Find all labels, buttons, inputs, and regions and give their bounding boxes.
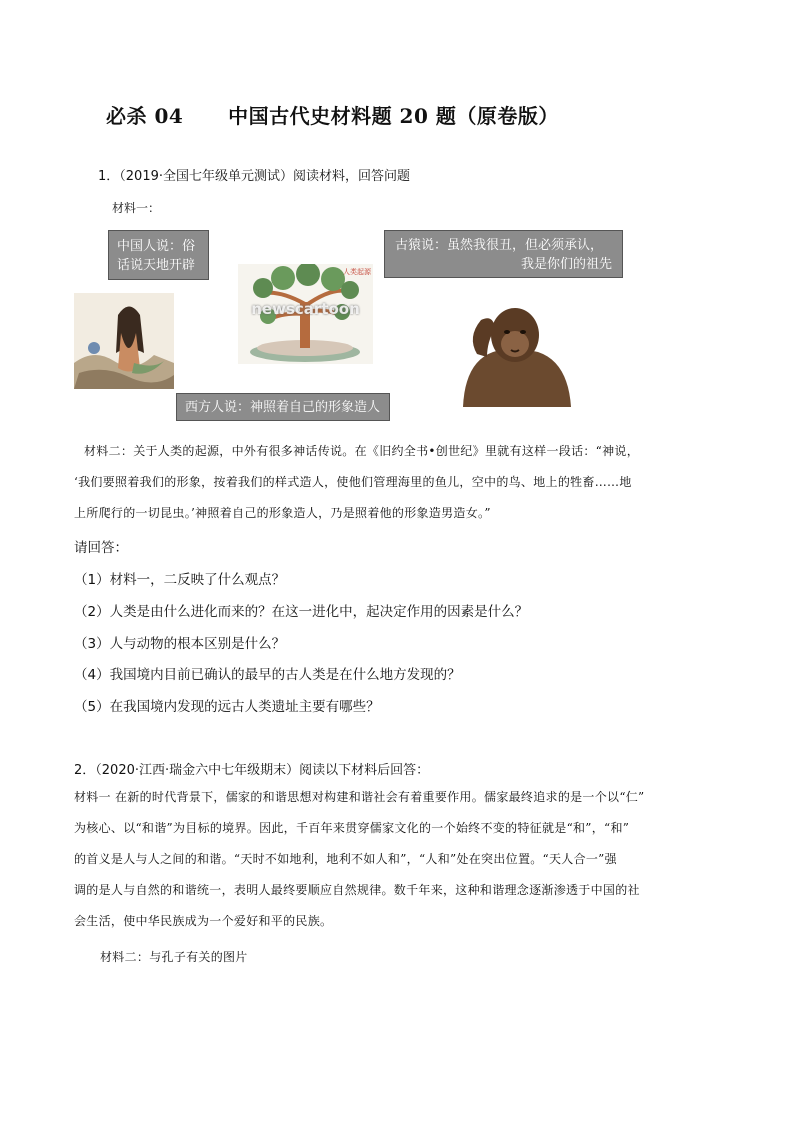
ape-saying-box bbox=[384, 230, 623, 278]
sub-question-4: （4）我国境内目前已确认的最早的古人类是在什么地方发现的？ bbox=[74, 667, 461, 683]
ape-saying-line-2: 我是你们的祖先 bbox=[520, 257, 612, 272]
q2-material-1-line-4: 调的是人与自然的和谐统一，表明人最终要顺应自然规律。数千年来，这种和谐理念逐渐渗透于中国的社 bbox=[74, 883, 640, 897]
question-1-header: 1．（2019·全国七年级单元测试）阅读材料，回答问题 bbox=[98, 169, 410, 184]
watermark-caption: newscartoon bbox=[251, 300, 360, 318]
china-saying-box bbox=[108, 230, 209, 280]
material-2-line-2: ‘我们要照着我们的形象，按着我们的样式造人，使他们管理海里的鱼儿，空中的鸟、地上的牲畜……地 bbox=[74, 475, 632, 489]
q2-material-1-line-2: 为核心、以“和谐”为目标的境界。因此，千百年来贯穿儒家文化的一个始终不变的特征就是“和”，“和” bbox=[74, 821, 630, 835]
mythology-goddess-image bbox=[74, 293, 174, 389]
q2-material-1-line-3: 的首义是人与人之间的和谐。“天时不如地利，地利不如人和”，“人和”处在突出位置。“天人合一”强 bbox=[74, 852, 617, 866]
ape-image bbox=[453, 302, 578, 407]
ape-saying-line-1: 古猿说：虽然我很丑，但必须承认， bbox=[395, 238, 604, 253]
question-2-header: 2．（2020·江西·瑞金六中七年级期末）阅读以下材料后回答： bbox=[74, 763, 430, 778]
sub-question-3: （3）人与动物的根本区别是什么？ bbox=[74, 636, 286, 652]
svg-text:人类起源: 人类起源 bbox=[343, 268, 371, 276]
please-answer-label: 请回答： bbox=[74, 540, 128, 556]
sub-question-5: （5）在我国境内发现的远古人类遗址主要有哪些？ bbox=[74, 699, 380, 715]
sub-question-1: （1）材料一，二反映了什么观点？ bbox=[74, 572, 286, 588]
q2-material-2-label: 材料二：与孔子有关的图片 bbox=[100, 950, 248, 964]
west-saying-box: 西方人说：神照着自己的形象造人 bbox=[176, 393, 390, 421]
material-1-label: 材料一： bbox=[112, 201, 161, 215]
q2-material-1-line-5: 会生活，使中华民族成为一个爱好和平的民族。 bbox=[74, 914, 333, 928]
china-saying-line-1: 中国人说：俗 bbox=[117, 239, 196, 254]
creation-tree-image bbox=[238, 264, 373, 364]
sub-question-2: （2）人类是由什么进化而来的？在这一进化中，起决定作用的因素是什么？ bbox=[74, 604, 529, 620]
material-2-line-3: 上所爬行的一切昆虫。’神照着自己的形象造人，乃是照着他的形象造男造女。” bbox=[74, 506, 491, 520]
china-saying-line-2: 话说天地开辟 bbox=[117, 258, 196, 273]
q2-material-1-line-1: 材料一 在新的时代背景下，儒家的和谐思想对构建和谐社会有着重要作用。儒家最终追求的是一个以“仁” bbox=[74, 790, 645, 804]
page-title: 必杀 04 中国古代史材料题 20 题（原卷版） bbox=[106, 104, 559, 128]
material-2-line-1: 材料二：关于人类的起源，中外有很多神话传说。在《旧约全书•创世纪》里就有这样一段话：“神说， bbox=[84, 444, 640, 458]
